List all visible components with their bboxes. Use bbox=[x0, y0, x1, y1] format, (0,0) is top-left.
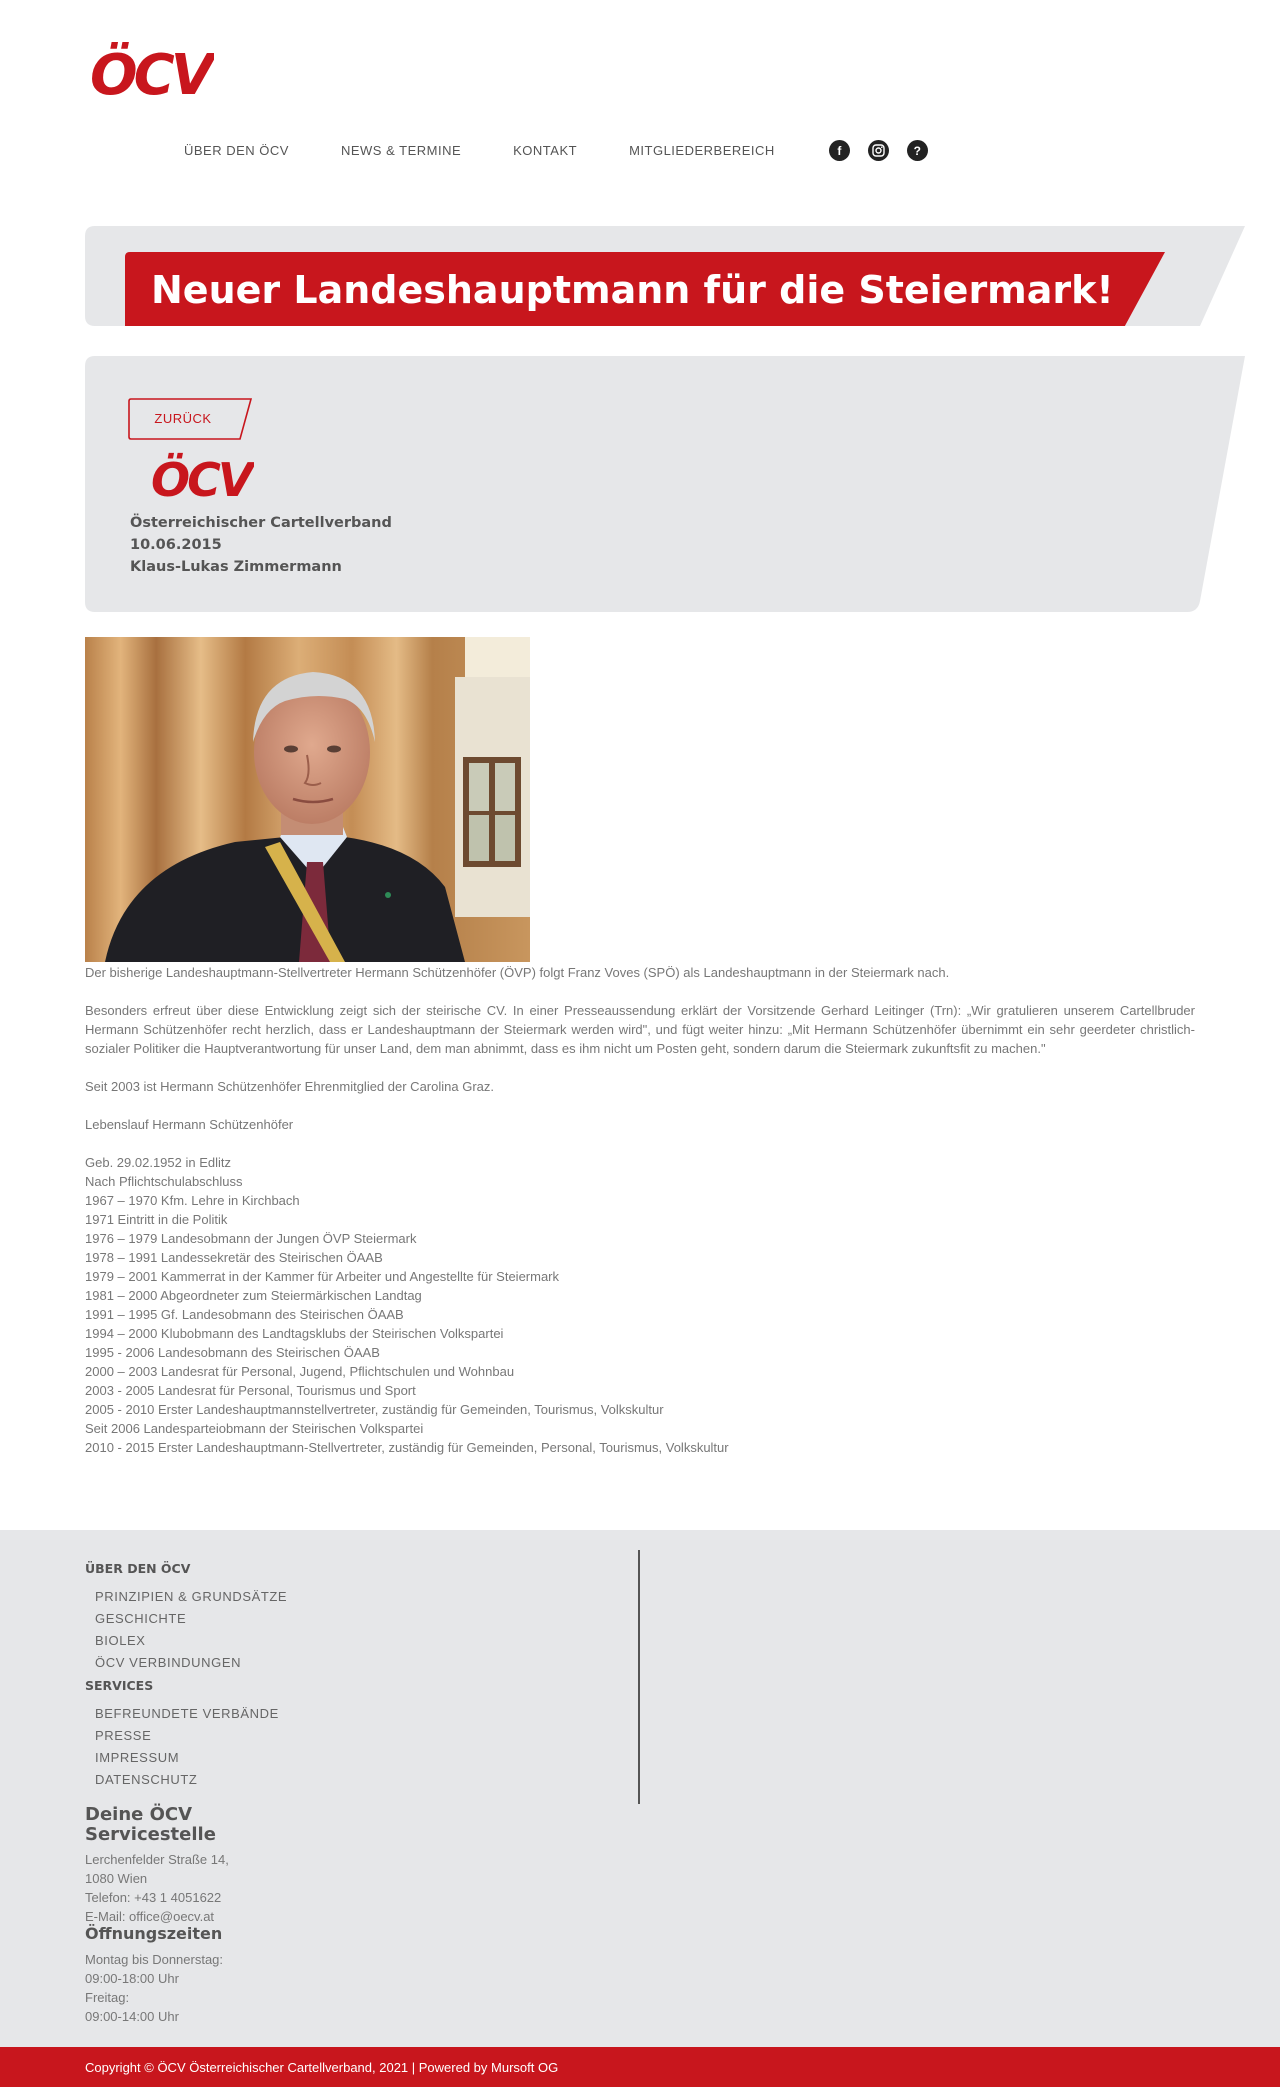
article-author: Klaus-Lukas Zimmermann bbox=[130, 559, 342, 575]
footer-link-prinzipien[interactable]: PRINZIPIEN & GRUNDSÄTZE bbox=[95, 1589, 288, 1604]
cv-line: 2010 - 2015 Erster Landeshauptmann-Stellvertreter, zuständig für Gemeinden, Personal, Tourismus, Volkskultur bbox=[85, 1440, 729, 1455]
cv-line: 2005 - 2010 Erster Landeshauptmannstellvertreter, zuständig für Gemeinden, Tourismus, Volkskultur bbox=[85, 1402, 664, 1417]
site-header bbox=[0, 0, 1280, 190]
article-paragraph: Lebenslauf Hermann Schützenhöfer bbox=[85, 1117, 294, 1132]
cv-line: 2003 - 2005 Landesrat für Personal, Tourismus und Sport bbox=[85, 1383, 416, 1398]
nav-item-kontakt[interactable]: KONTAKT bbox=[513, 143, 578, 158]
social-links bbox=[829, 140, 946, 161]
facebook-icon[interactable] bbox=[829, 140, 850, 161]
oecv-small-logo-text: ÖCV bbox=[151, 453, 251, 502]
cv-list bbox=[85, 1153, 1195, 1457]
hours-line: 09:00-18:00 Uhr bbox=[85, 1971, 179, 1986]
footer-link-datenschutz[interactable]: DATENSCHUTZ bbox=[95, 1772, 198, 1787]
article-meta bbox=[130, 512, 392, 578]
cv-line: 1979 – 2001 Kammerrat in der Kammer für Arbeiter und Angestellte für Steiermark bbox=[85, 1269, 560, 1284]
help-icon[interactable] bbox=[907, 140, 928, 161]
footer-link-biolex[interactable]: BIOLEX bbox=[95, 1633, 146, 1648]
oecv-small-logo bbox=[150, 448, 254, 502]
back-button[interactable] bbox=[128, 398, 252, 440]
hours-title: Öffnungszeiten bbox=[85, 1924, 223, 1943]
footer-heading-ueber: ÜBER DEN ÖCV bbox=[85, 1561, 191, 1576]
cv-line: Geb. 29.02.1952 in Edlitz bbox=[85, 1155, 231, 1170]
cv-line: 1976 – 1979 Landesobmann der Jungen ÖVP Steiermark bbox=[85, 1231, 417, 1246]
footer-link-verbindungen[interactable]: ÖCV VERBINDUNGEN bbox=[95, 1655, 242, 1670]
oecv-logo-text: ÖCV bbox=[90, 43, 211, 100]
nav-item-mitgliederbereich[interactable]: MITGLIEDERBEREICH bbox=[629, 143, 775, 158]
cv-line: 1971 Eintritt in die Politik bbox=[85, 1212, 228, 1227]
footer-divider bbox=[638, 1550, 640, 1804]
oecv-logo[interactable] bbox=[88, 36, 214, 100]
instagram-icon[interactable] bbox=[868, 140, 889, 161]
hours-line: Freitag: bbox=[85, 1990, 130, 2005]
site-footer bbox=[0, 1530, 1280, 2047]
article-paragraph: Der bisherige Landeshauptmann-Stellvertreter Hermann Schützenhöfer (ÖVP) folgt Franz Voves (SPÖ) als Landeshauptmann in der Steiermark nach. bbox=[85, 965, 950, 980]
facebook-glyph: f bbox=[837, 143, 842, 158]
article-body bbox=[85, 963, 1195, 1457]
service-contact bbox=[85, 1850, 229, 1926]
service-address-line1: Lerchenfelder Straße 14, bbox=[85, 1852, 229, 1867]
service-title bbox=[85, 1805, 216, 1845]
instagram-glyph bbox=[872, 144, 885, 157]
cv-line: 1981 – 2000 Abgeordneter zum Steiermärkischen Landtag bbox=[85, 1288, 422, 1303]
main-nav bbox=[184, 140, 946, 161]
cv-line: 1994 – 2000 Klubobmann des Landtagsklubs der Steirischen Volkspartei bbox=[85, 1326, 504, 1341]
service-phone[interactable]: Telefon: +43 1 4051622 bbox=[85, 1890, 222, 1905]
nav-item-ueber-den-oecv[interactable]: ÜBER DEN ÖCV bbox=[184, 143, 289, 158]
nav-item-news-termine[interactable]: NEWS & TERMINE bbox=[340, 143, 462, 158]
service-email[interactable]: E-Mail: office@oecv.at bbox=[85, 1909, 215, 1924]
hours-line: 09:00-14:00 Uhr bbox=[85, 2009, 179, 2024]
footer-link-geschichte[interactable]: GESCHICHTE bbox=[95, 1611, 187, 1626]
portrait-photo bbox=[85, 637, 530, 962]
cv-line: 2000 – 2003 Landesrat für Personal, Jugend, Pflichtschulen und Wohnbau bbox=[85, 1364, 515, 1379]
copyright-text: Copyright © ÖCV Österreichischer Cartellverband, 2021 | Powered by Mursoft OG bbox=[85, 2060, 559, 2075]
cv-line: 1978 – 1991 Landessekretär des Steirischen ÖAAB bbox=[85, 1250, 383, 1265]
footer-link-impressum[interactable]: IMPRESSUM bbox=[95, 1750, 180, 1765]
cv-line: Nach Pflichtschulabschluss bbox=[85, 1174, 243, 1189]
service-address-line2: 1080 Wien bbox=[85, 1871, 148, 1886]
hours-line: Montag bis Donnerstag: bbox=[85, 1952, 224, 1967]
service-title-line2: Servicestelle bbox=[85, 1824, 216, 1845]
service-title-line1: Deine ÖCV bbox=[85, 1804, 193, 1825]
cv-line: 1995 - 2006 Landesobmann des Steirischen ÖAAB bbox=[85, 1345, 380, 1360]
copyright-bar bbox=[0, 2047, 1280, 2087]
back-button-label: ZURÜCK bbox=[154, 411, 212, 426]
footer-link-presse[interactable]: PRESSE bbox=[95, 1728, 152, 1743]
cv-line: 1991 – 1995 Gf. Landesobmann des Steirischen ÖAAB bbox=[85, 1307, 404, 1322]
footer-heading-services: SERVICES bbox=[85, 1678, 154, 1693]
cv-line: 1967 – 1970 Kfm. Lehre in Kirchbach bbox=[85, 1193, 300, 1208]
article-paragraph: Besonders erfreut über diese Entwicklung zeigt sich der steirische CV. In einer Presseaussendung erklärt der Vorsitzende Gerhard Leitinger (Trn): „Wir gratulieren unserem Cartellbruder Hermann Schützenhöfer recht herzlich, dass er Landeshauptmann der Steiermark werden wird", und fügt weiter hinzu: „Mit Hermann Schützenhöfer übernimmt ein sehr geerdeter christlich-sozialer Politiker die Hauptverantwortung für unser Land, dem man abnimmt, dass es ihm nicht um Posten geht, sondern darum die Steiermark zukunftsfit zu machen." bbox=[85, 1003, 1195, 1056]
organization-name: Österreichischer Cartellverband bbox=[130, 515, 392, 531]
cv-line: Seit 2006 Landesparteiobmann der Steirischen Volkspartei bbox=[85, 1421, 424, 1436]
opening-hours bbox=[85, 1950, 223, 2026]
article-paragraph: Seit 2003 ist Hermann Schützenhöfer Ehrenmitglied der Carolina Graz. bbox=[85, 1079, 494, 1094]
article-photo bbox=[85, 637, 530, 962]
page-title: Neuer Landeshauptmann für die Steiermark! bbox=[151, 268, 1114, 312]
help-glyph: ? bbox=[913, 143, 921, 158]
footer-link-verbaende[interactable]: BEFREUNDETE VERBÄNDE bbox=[95, 1706, 279, 1721]
article-date: 10.06.2015 bbox=[130, 537, 222, 553]
